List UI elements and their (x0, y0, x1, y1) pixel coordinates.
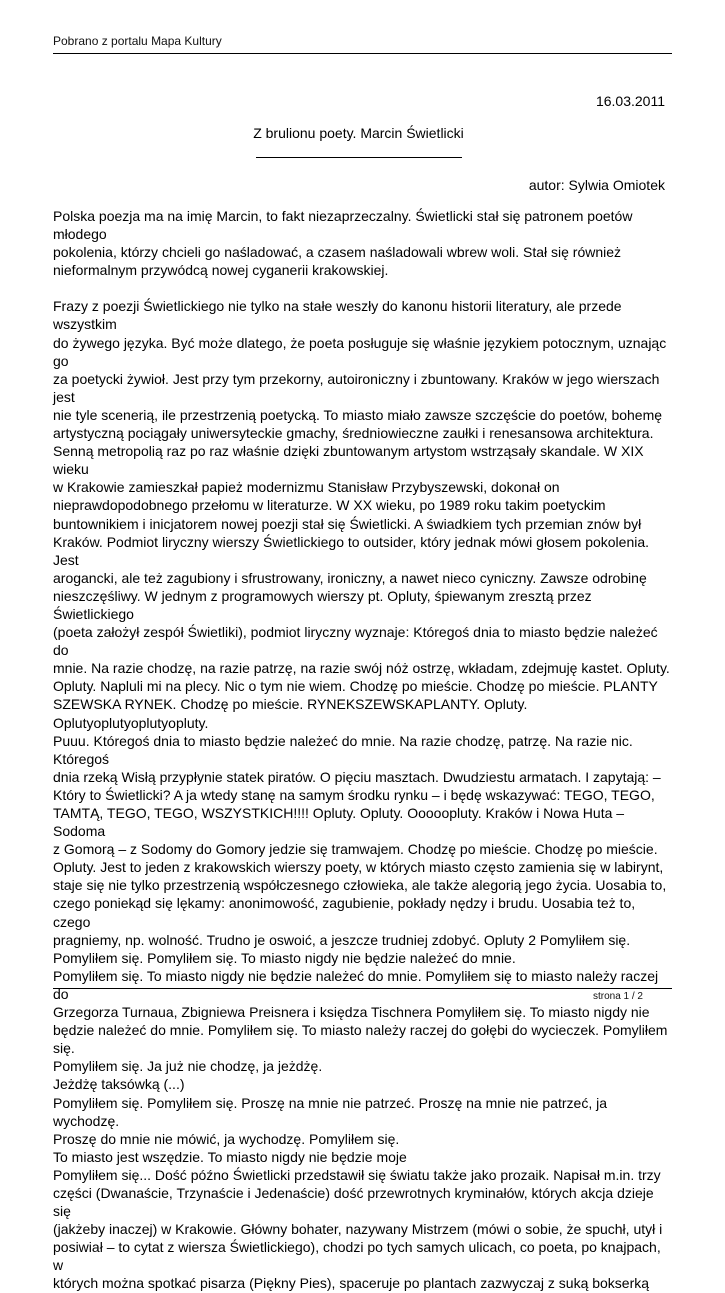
header-divider (53, 53, 672, 54)
article-date: 16.03.2011 (595, 93, 665, 109)
footer-divider (53, 988, 672, 989)
article-paragraph-intro: Polska poezja ma na imię Marcin, to fakt niezaprzeczalny. Świetlicki stał się patronem poetów młodego pokolenia, którzy chcieli go naśladować, a czasem naśladowali wbrew woli. Stał się również nieformalnym przywódcą nowej cyganerii krakowskiej. (53, 208, 633, 279)
article-author: autor: Sylwia Omiotek (528, 177, 665, 193)
article-body (53, 207, 673, 1293)
article-paragraph-main: Frazy z poezji Świetlickiego nie tylko na stałe weszły do kanonu historii literatury, ale przede wszystkim do żywego języka. Być może dlatego, że poeta posługuje się właśnie językiem potocznym, uznając go za poetycki żywioł. Jest przy tym przekorny, autoironiczny i zbuntowany. Kraków w jego wierszach jest nie tyle scenerią, ile przestrzenią poetycką. To miasto miało zawsze szczęście do poetów, bohemę artystyczną pociągały uniwersyteckie gmachy, średniowieczne zaułki i renesansowa architektura. Senną metropolią raz po raz właśnie dzięki zbuntowanym artystom wstrząsały skandale. W XIX wieku w Krakowie zamieszkał papież modernizmu Stanisław Przybyszewski, dokonał on nieprawdopodobnego przełomu w literaturze. W XX wieku, po 1989 roku takim poetyckim buntownikiem i inicjatorem nowej poezji stał się Świetlicki. A świadkiem tych przemian znów był Kraków. Podmiot liryczny wierszy Świetlickiego to outsider, który jednak mówi głosem pokolenia. Jest arogancki, ale też zagubiony i sfrustrowany, ironiczny, a nawet nieco cyniczny. Zawsze odrobinę nieszczęśliwy. W jednym z programowych wierszy pt. Opluty, śpiewanym zresztą przez Świetlickiego (poeta założył zespół Świetliki), podmiot liryczny wyznaje: Któregoś dnia to miasto będzie należeć do mnie. Na razie chodzę, na razie patrzę, na razie swój nóż ostrzę, wkładam, zdejmuję kastet. Opluty. Opluty. Napluli mi na plecy. Nic o tym nie wiem. Chodzę po mieście. Chodzę po mieście. PLANTY SZEWSKA RYNEK. Chodzę po mieście. RYNEKSZEWSKAPLANTY. Opluty. Oplutyoplutyoplutyopluty. Puuu. Któregoś dnia to miasto będzie należeć do mnie. Na razie chodzę, patrzę. Na razie nic. Któregoś dnia rzeką Wisłą przypłynie statek piratów. O pięciu masztach. Dwudziestu armatach. I zapytają: – Który to Świetlicki? A ja wtedy stanę na samym środku rynku – i będę wskazywać: TEGO, TEGO, TAMTĄ, TEGO, TEGO, WSZYSTKICH!!!! Opluty. Opluty. Ooooopluty. Kraków i Nowa Huta – Sodoma z Gomorą – z Sodomy do Gomory jedzie się tramwajem. Chodzę po mieście. Chodzę po mieście. Opluty. Jest to jeden z krakowskich wierszy poety, w których miasto często zamienia się w labirynt, staje się nie tylko przestrzenią współczesnego człowieka, ale także alegorią jego życia. Uosabia to, czego poniekąd się lękamy: anonimowość, zagubienie, pokłady nędzy i brudu. Uosabia też to, czego pragniemy, np. wolność. Trudno je oswoić, a jeszcze trudniej zdobyć. Opluty 2 Pomyliłem się. Pomyliłem się. Pomyliłem się. To miasto nigdy nie będzie należeć do mnie. Pomyliłem się. To miasto nigdy nie będzie należeć do mnie. Pomyliłem się to miasto należy raczej do Grzegorza Turnaua, Zbigniewa Preisnera i księdza Tischnera Pomyliłem się. To miasto nigdy nie będzie należeć do mnie. Pomyliłem się. To miasto należy raczej do gołębi do wycieczek. Pomyliłem się. Pomyliłem się. Ja już nie chodzę, ja jeżdżę. Jeżdżę taksówką (...) Pomyliłem się. Pomyliłem się. Proszę na mnie nie patrzeć. Proszę na mnie nie patrzeć, ja wychodzę. Proszę do mnie nie mówić, ja wychodzę. Pomyliłem się. To miasto jest wszędzie. To miasto nigdy nie będzie moje Pomyliłem się... Dość późno Świetlicki przedstawił się światu także jako prozaik. Napisał m.in. trzy części (Dwanaście, Trzynaście i Jedenaście) dość przewrotnych kryminałów, których akcja dzieje się (jakżeby inaczej) w Krakowie. Główny bohater, nazywany Mistrzem (mówi o sobie, że spuchł, utył i posiwiał – to cytat z wiersza Świetlickiego), chodzi po tych samych ulicach, co poeta, po knajpach, w których można spotkać pisarza (Piękny Pies), spaceruje po plantach zazwyczaj z suką bokserką (53, 298, 670, 1292)
title-underline (256, 157, 462, 158)
article-title: Z brulionu poety. Marcin Świetlicki (253, 125, 464, 141)
page-number: strona 1 / 2 (592, 991, 643, 1002)
portal-source-header: Pobrano z portalu Mapa Kultury (53, 34, 222, 48)
